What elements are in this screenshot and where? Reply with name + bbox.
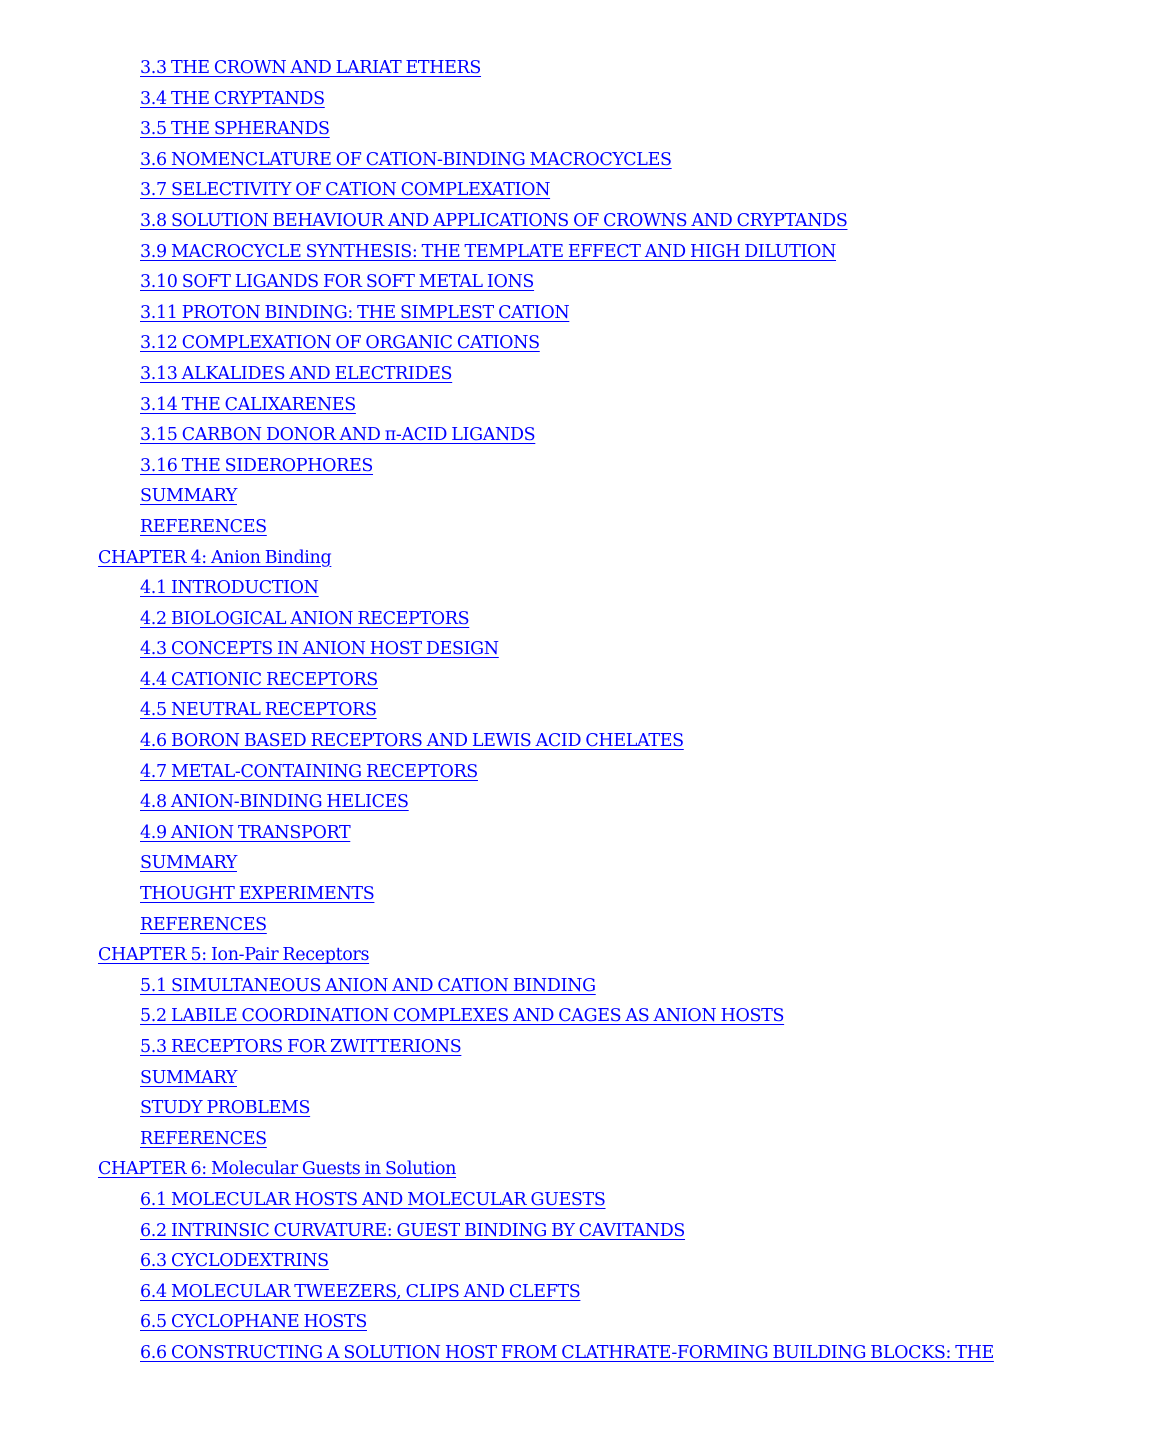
toc-entry-row [0,390,1151,421]
toc-entry-row [0,481,1151,512]
toc-section-link[interactable]: 3.13 ALKALIDES AND ELECTRIDES [140,363,453,384]
table-of-contents [0,53,1151,1369]
toc-section-link[interactable]: 3.3 THE CROWN AND LARIAT ETHERS [140,58,482,78]
toc-entry-row [0,695,1151,726]
toc-entry-row [0,237,1151,268]
toc-entry-row [0,267,1151,298]
toc-section-link[interactable]: 4.9 ANION TRANSPORT [140,822,351,843]
toc-entry-row [0,1338,1151,1369]
toc-section-link[interactable]: 3.5 THE SPHERANDS [140,119,330,140]
toc-section-link[interactable]: 3.12 COMPLEXATION OF ORGANIC CATIONS [140,333,540,354]
toc-entry-row [0,1001,1151,1032]
toc-section-link[interactable]: 3.16 THE SIDEROPHORES [140,455,374,476]
toc-section-link[interactable]: REFERENCES [140,516,267,537]
toc-entry-row [0,1185,1151,1216]
toc-section-link[interactable]: 4.4 CATIONIC RECEPTORS [140,669,378,690]
toc-entry-row [0,787,1151,818]
toc-entry-row [0,940,1151,971]
toc-section-link[interactable]: 3.8 SOLUTION BEHAVIOUR AND APPLICATIONS OF CROWNS AND CRYPTANDS [140,210,848,231]
toc-section-link[interactable]: STUDY PROBLEMS [140,1098,311,1119]
toc-section-link[interactable]: 4.7 METAL-CONTAINING RECEPTORS [140,761,478,782]
toc-section-link[interactable]: SUMMARY [140,1067,237,1088]
toc-entry-row [0,1124,1151,1155]
toc-section-link[interactable]: 4.2 BIOLOGICAL ANION RECEPTORS [140,608,470,629]
toc-entry-row [0,848,1151,879]
toc-entry-row [0,757,1151,788]
toc-entry-row [0,53,1151,84]
toc-entry-row [0,604,1151,635]
toc-section-link[interactable]: 4.8 ANION-BINDING HELICES [140,792,409,813]
toc-section-link[interactable]: 3.9 MACROCYCLE SYNTHESIS: THE TEMPLATE EFFECT AND HIGH DILUTION [140,241,837,262]
toc-section-link[interactable]: 3.10 SOFT LIGANDS FOR SOFT METAL IONS [140,272,535,293]
toc-entry-row [0,1307,1151,1338]
toc-chapter-link[interactable]: CHAPTER 6: Molecular Guests in Solution [98,1159,457,1180]
toc-entry-row [0,420,1151,451]
toc-section-link[interactable]: 3.4 THE CRYPTANDS [140,88,325,109]
toc-chapter-link[interactable]: CHAPTER 5: Ion-Pair Receptors [98,945,370,966]
toc-section-link[interactable]: THOUGHT EXPERIMENTS [140,884,375,905]
toc-entry-row [0,84,1151,115]
toc-section-link[interactable]: 3.6 NOMENCLATURE OF CATION-BINDING MACROCYCLES [140,149,672,170]
toc-section-link[interactable]: 6.3 CYCLODEXTRINS [140,1251,329,1272]
toc-section-link[interactable]: 6.5 CYCLOPHANE HOSTS [140,1312,367,1333]
toc-section-link[interactable]: SUMMARY [140,486,237,507]
toc-entry-row [0,1246,1151,1277]
toc-section-link[interactable]: 3.15 CARBON DONOR AND π-ACID LIGANDS [140,425,536,446]
toc-entry-row [0,1277,1151,1308]
toc-section-link[interactable]: 4.1 INTRODUCTION [140,578,319,599]
toc-entry-row [0,1154,1151,1185]
toc-section-link[interactable]: REFERENCES [140,1128,267,1149]
toc-entry-row [0,1093,1151,1124]
toc-section-link[interactable]: 5.3 RECEPTORS FOR ZWITTERIONS [140,1037,462,1057]
toc-entry-row [0,879,1151,910]
toc-entry-row [0,298,1151,329]
toc-section-link[interactable]: 6.2 INTRINSIC CURVATURE: GUEST BINDING BY CAVITANDS [140,1220,686,1241]
toc-section-link[interactable]: 3.7 SELECTIVITY OF CATION COMPLEXATION [140,180,551,201]
toc-section-link[interactable]: 6.1 MOLECULAR HOSTS AND MOLECULAR GUESTS [140,1189,606,1210]
toc-entry-row [0,543,1151,574]
toc-entry-row [0,573,1151,604]
toc-entry-row [0,726,1151,757]
toc-section-link[interactable]: 6.4 MOLECULAR TWEEZERS, CLIPS AND CLEFTS [140,1281,581,1302]
toc-section-link[interactable]: SUMMARY [140,853,237,874]
toc-section-link[interactable]: 4.3 CONCEPTS IN ANION HOST DESIGN [140,639,499,660]
toc-entry-row [0,634,1151,665]
toc-entry-row [0,145,1151,176]
toc-section-link[interactable]: REFERENCES [140,914,267,935]
toc-entry-row [0,175,1151,206]
toc-entry-row [0,512,1151,543]
toc-entry-row [0,971,1151,1002]
toc-section-link[interactable]: 3.11 PROTON BINDING: THE SIMPLEST CATION [140,302,570,323]
toc-section-link[interactable]: 6.6 CONSTRUCTING A SOLUTION HOST FROM CLATHRATE-FORMING BUILDING BLOCKS: THE [140,1342,994,1363]
toc-entry-row [0,1063,1151,1094]
toc-entry-row [0,206,1151,237]
toc-entry-row [0,114,1151,145]
toc-section-link[interactable]: 5.1 SIMULTANEOUS ANION AND CATION BINDING [140,975,596,996]
toc-entry-row [0,910,1151,941]
toc-entry-row [0,1032,1151,1063]
toc-entry-row [0,818,1151,849]
toc-entry-row [0,1216,1151,1247]
toc-section-link[interactable]: 3.14 THE CALIXARENES [140,394,356,415]
toc-section-link[interactable]: 4.5 NEUTRAL RECEPTORS [140,700,377,721]
toc-section-link[interactable]: 5.2 LABILE COORDINATION COMPLEXES AND CAGES AS ANION HOSTS [140,1006,785,1027]
toc-entry-row [0,328,1151,359]
toc-section-link[interactable]: 4.6 BORON BASED RECEPTORS AND LEWIS ACID CHELATES [140,731,684,752]
toc-chapter-link[interactable]: CHAPTER 4: Anion Binding [98,547,332,568]
toc-entry-row [0,359,1151,390]
toc-entry-row [0,665,1151,696]
toc-entry-row [0,451,1151,482]
